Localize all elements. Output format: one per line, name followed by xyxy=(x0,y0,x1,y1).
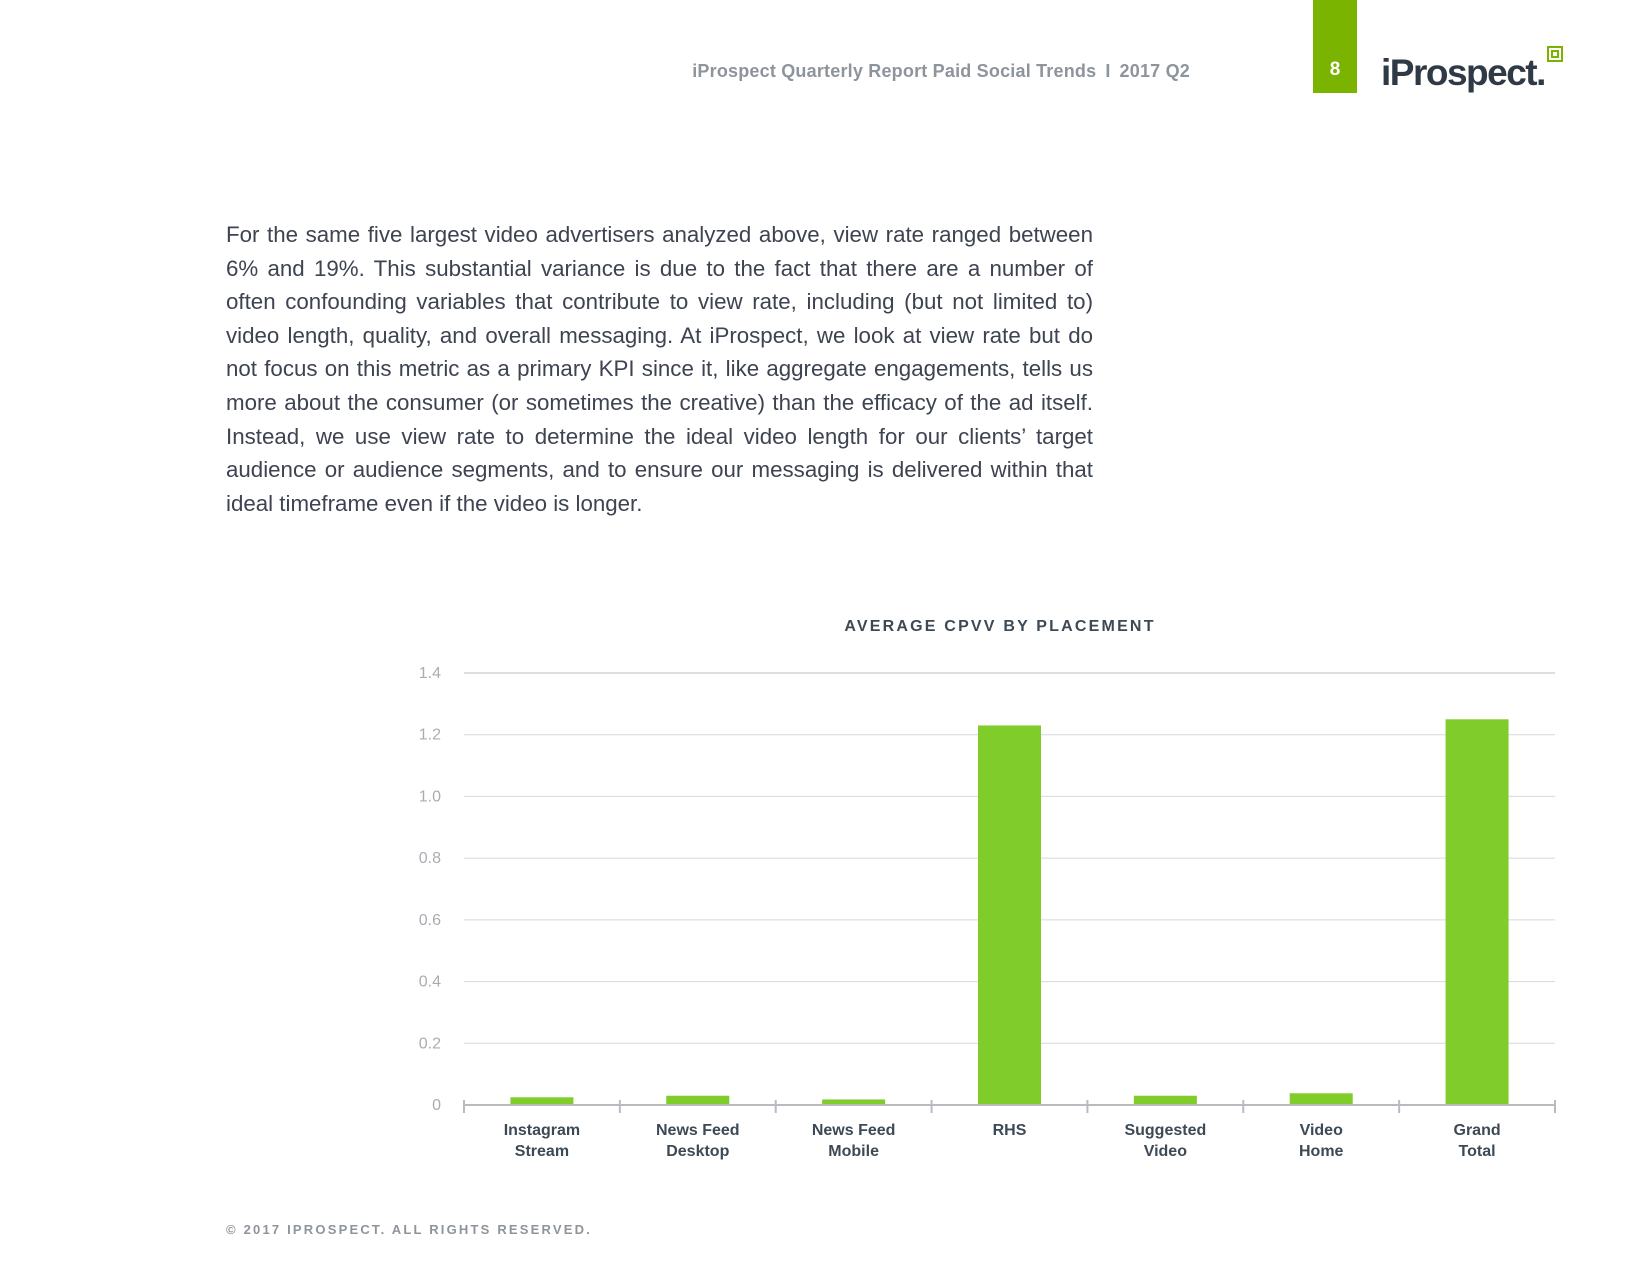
y-tick-label: 0.2 xyxy=(418,1035,441,1053)
bar xyxy=(666,1096,729,1105)
chart-title: AVERAGE CPVV BY PLACEMENT xyxy=(844,618,1156,635)
header-separator: I xyxy=(1105,61,1111,81)
y-tick-label: 1.0 xyxy=(418,788,441,806)
chart-y-tick-labels xyxy=(419,665,441,1114)
bar xyxy=(1134,1096,1197,1105)
y-tick-label: 0.8 xyxy=(418,850,441,868)
x-tick-label: Grand Total xyxy=(1453,1122,1501,1160)
page-number: 8 xyxy=(1329,59,1341,80)
x-tick-label: RHS xyxy=(992,1122,1027,1139)
report-period: 2017 Q2 xyxy=(1119,61,1190,81)
x-tick-label: Instagram Stream xyxy=(503,1122,581,1160)
bar xyxy=(978,725,1041,1105)
x-tick-label: News Feed Desktop xyxy=(655,1122,740,1160)
report-title: iProspect Quarterly Report Paid Social Trends xyxy=(692,61,1097,81)
x-tick-label: News Feed Mobile xyxy=(811,1122,896,1160)
y-tick-label: 0 xyxy=(432,1097,441,1114)
chart-x-tick-labels xyxy=(504,1122,1501,1160)
body-paragraph: For the same five largest video advertisers analyzed above, view rate ranged between 6% and 19%. This substantial variance is due to the fact that there are a number of often confounding variables that contribute to view rate, including (but not limited to) video length, quality, and overall messaging. At iProspect, we look at view rate but do not focus on this metric as a primary KPI since it, like aggregate engagements, tells us more about the consumer (or sometimes the creative) than the efficacy of the ad itself. Instead, we use view rate to determine the ideal video length for our clients’ target audience or audience segments, and to ensure our messaging is delivered within that ideal timeframe even if the video is longer. xyxy=(226,222,1093,516)
y-tick-label: 0.4 xyxy=(418,973,441,991)
chart-bars xyxy=(510,719,1508,1105)
y-tick-label: 1.4 xyxy=(418,665,441,682)
y-tick-label: 1.2 xyxy=(418,726,441,744)
x-tick-label: Video Home xyxy=(1298,1122,1344,1160)
x-tick-label: Suggested Video xyxy=(1124,1122,1207,1160)
y-tick-label: 0.6 xyxy=(418,911,441,929)
bar xyxy=(510,1097,573,1105)
copyright-footer: © 2017 IPROSPECT. ALL RIGHTS RESERVED. xyxy=(226,1222,593,1237)
bar xyxy=(1290,1093,1353,1105)
logo-text: iProspect. xyxy=(1381,52,1545,93)
bar xyxy=(1446,719,1509,1105)
